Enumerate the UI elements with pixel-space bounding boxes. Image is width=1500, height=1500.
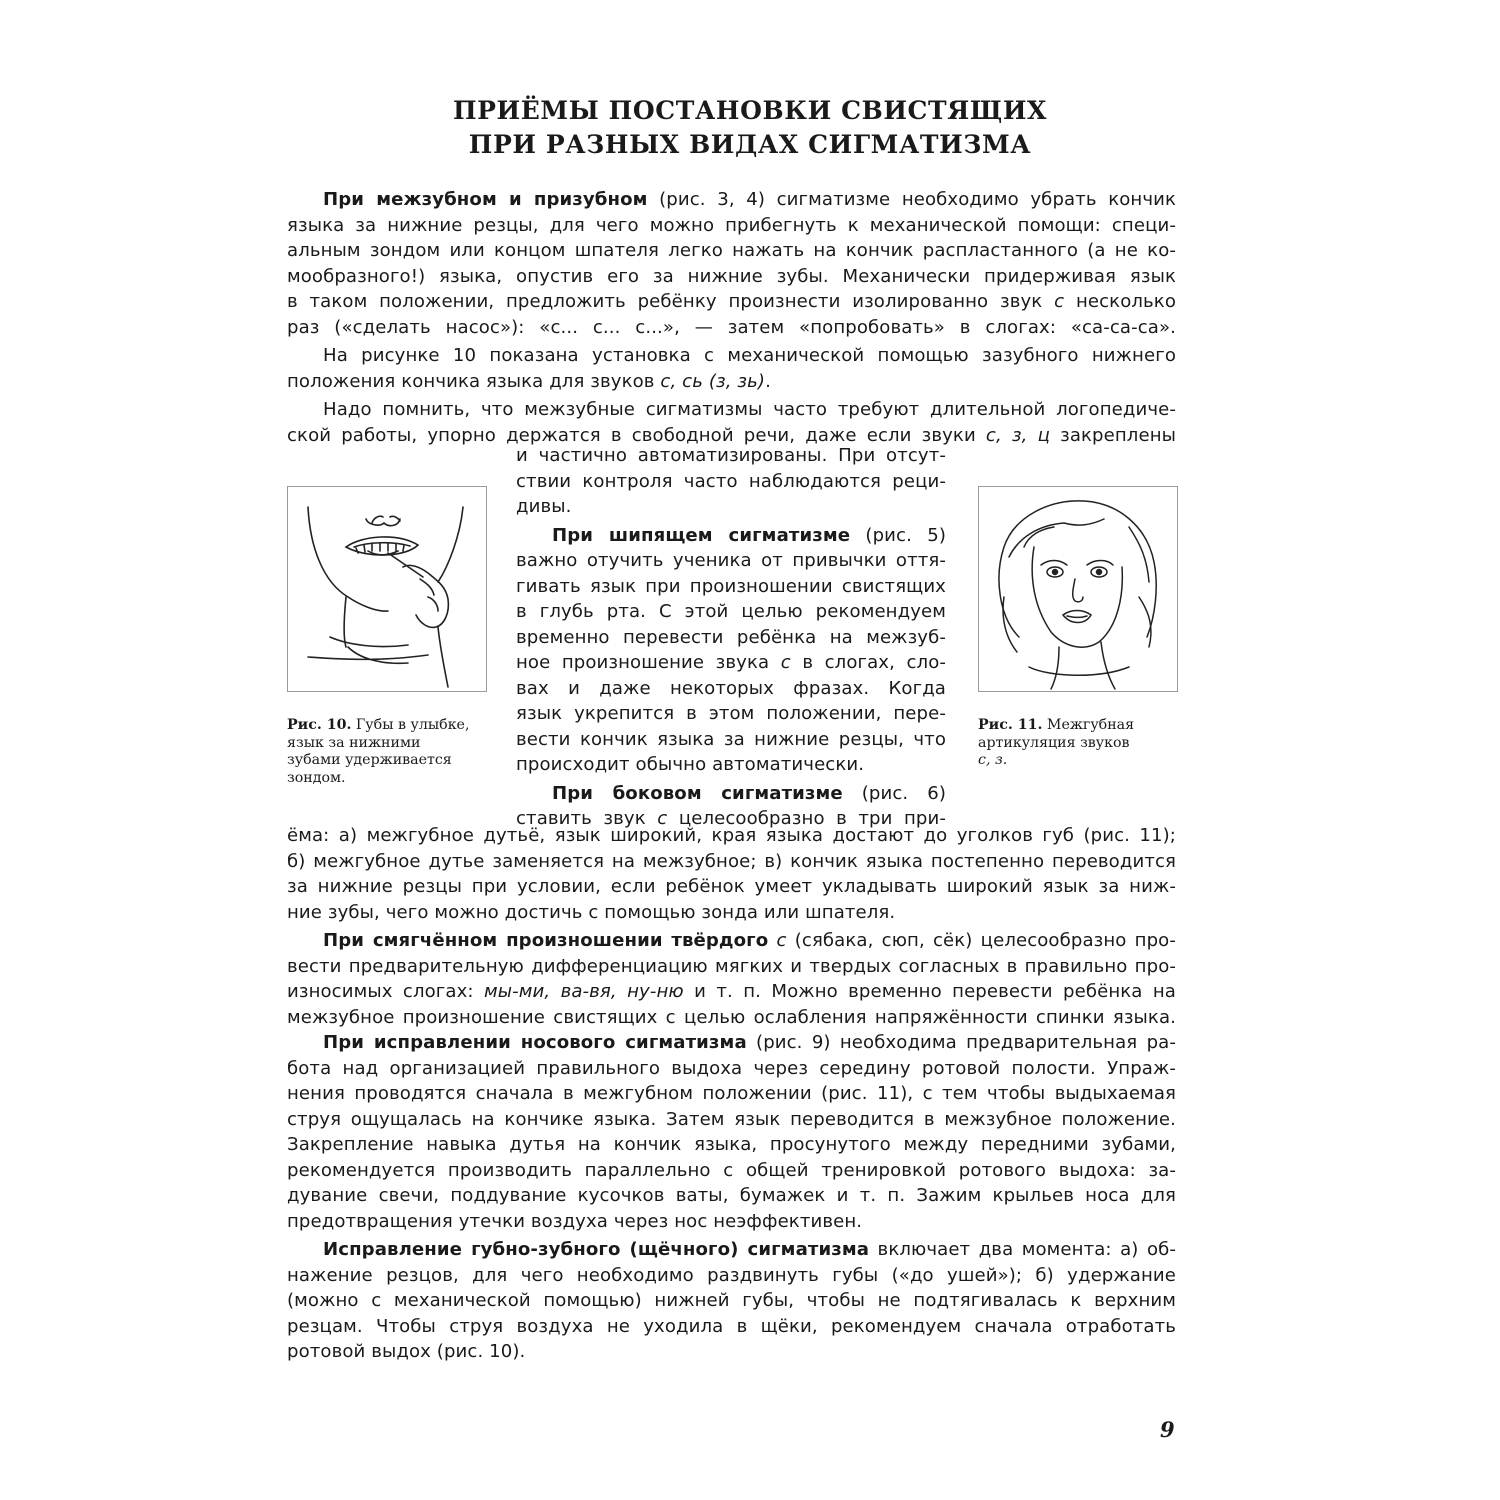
p1-line-2: языка за нижние резцы, для чего можно прибегнуть к механической помощи: специ- [287,214,1176,236]
p4-line-1: При шипящем сигматизме (рис. 5) [552,524,947,546]
top-text-block [287,187,1176,448]
fig10-caption-line-2: язык за нижними [287,734,421,751]
girl-face-lip-articulation-illustration [979,487,1177,691]
p5cont-line-3: за нижние резцы при условии, если ребёнок умеет укладывать широкий язык за ниж- [287,876,1176,897]
figure-10-caption [287,717,497,787]
p6-line-2: вести предварительную дифференциацию мягких и твердых согласных в правильно про- [287,955,1176,977]
mid-line-1: и частично автоматизированы. При отсут- [516,445,946,466]
page-title [0,94,1500,162]
p5cont-line-2: б) межгубное дутье заменяется на межзубное; в) кончик языка постепенно переводится [287,850,1176,872]
p4-line-8: язык укрепится в этом положении, пере- [516,703,946,724]
title-line-1: ПРИЁМЫ ПОСТАНОВКИ СВИСТЯЩИХ [452,96,1048,125]
p4-line-3: гивать язык при произношении свистящих [516,575,946,597]
p4-line-2: важно отучить ученика от привычки оття- [516,550,946,571]
p4-line-10: происходит обычно автоматически. [516,754,865,775]
p1-line-3: альным зондом или концом шпателя легко нажать на кончик распластанного (а не ко- [287,240,1176,261]
p1-line-4: мообразного!) языка, опустив его за нижние зубы. Механически придерживая язык [287,265,1176,287]
p8-line-3: (можно с механической помощью) нижней губы, чтобы не подтягивалась к верхним [287,1290,1176,1311]
p8-line-4: резцам. Чтобы струя воздуха не уходила в щёки, рекомендуем сначала отработать [287,1315,1176,1337]
p2-line-1: На рисунке 10 показана установка с механической помощью зазубного нижнего [323,345,1176,366]
bottom-text-block [287,823,1176,1365]
p8-line-2: нажение резцов, для чего необходимо раздвинуть губы («до ушей»); б) удержание [287,1264,1176,1286]
middle-text-column [516,443,946,832]
p7-line-6: рекомендуется производить параллельно с общей тренировкой ротового выдоха: за- [287,1159,1176,1181]
p4-line-6: ное произношение звука с в слогах, сло- [516,652,946,673]
p5cont-line-4: ние зубы, чего можно достичь с помощью зонда или шпателя. [287,901,896,923]
p7-line-8: предотвращения утечки воздуха через нос неэффективен. [287,1210,863,1232]
mid-line-2: ствии контроля часто наблюдаются реци- [516,470,946,492]
p2-line-2: положения кончика языка для звуков с, сь (з, зь). [287,370,771,392]
p6-line-3: износимых слогах: мы-ми, ва-вя, ну-ню и т. п. Можно временно перевести ребёнка на [287,981,1176,1002]
fig11-caption-line-3: с, з. [978,752,1008,768]
p1-line-6: раз («сделать насос»): «с... с... с...», — затем «попробовать» в слогах: «са-са-са». [287,316,1176,338]
fig10-caption-line-3: зубами удерживается [287,752,452,768]
p8-line-5: ротовой выдох (рис. 10). [287,1341,526,1362]
p4-line-5: временно перевести ребёнка на межзуб- [516,626,946,648]
p1-line-5: в таком положении, предложить ребёнку произнести изолированно звук с несколько [287,291,1177,312]
p1-line-1: При межзубном и призубном (рис. 3, 4) сигматизме необходимо убрать кончик [323,189,1177,210]
figure-11-caption [978,717,1188,770]
p4-line-9: вести кончик языка за нижние резцы, что [516,728,946,750]
p5-line-1: При боковом сигматизме (рис. 6) [552,782,946,804]
p7-line-4: струя ощущалась на кончике языка. Затем язык переводится в межзубное положение. [287,1108,1176,1130]
p5cont-line-1: ёма: а) межгубное дутьё, язык широкий, края языка достают до уголков губ (рис. 11); [287,825,1176,846]
p7-line-3: нения проводятся сначала в межгубном положении (рис. 11), с тем чтобы выдыхаемая [287,1083,1176,1104]
figure-11-image [978,486,1178,692]
fig10-caption-line-1: Рис. 10. Губы в улыбке, [287,717,470,733]
page-number: 9 [1160,1417,1175,1442]
fig11-caption-line-1: Рис. 11. Межгубная [978,717,1135,733]
p6-line-4: межзубное произношение свистящих с целью ослабления напряжённости спинки языка. [287,1006,1176,1028]
fig10-caption-line-4: зондом. [287,769,346,786]
p3-line-1: Надо помнить, что межзубные сигматизмы часто требуют длительной логопедиче- [323,399,1176,420]
p7-line-1: При исправлении носового сигматизма (рис. 9) необходима предварительная ра- [323,1032,1176,1053]
p7-line-5: Закрепление навыка дутья на кончик языка, просунутого между передними зубами, [287,1134,1176,1155]
p3-line-2: ской работы, упорно держатся в свободной речи, даже если звуки с, з, ц закреплены [287,424,1177,446]
p8-line-1: Исправление губно-зубного (щёчного) сигматизма включает два момента: а) об- [323,1239,1177,1260]
p4-line-4: в глубь рта. С этой целью рекомендуем [516,601,946,622]
lips-smile-tongue-probe-illustration [288,487,486,691]
p7-line-2: бота над организацией правильного выдоха через середину ротовой полости. Упраж- [287,1057,1176,1079]
p4-line-7: вах и даже некоторых фразах. Когда [516,677,946,699]
title-line-2: ПРИ РАЗНЫХ ВИДАХ СИГМАТИЗМА [468,130,1032,159]
p6-line-1: При смягчённом произношении твёрдого с (сябака, сюп, сёк) целесообразно про- [323,930,1176,951]
p5-line-2: ставить звук с целесообразно в три при- [516,808,946,829]
fig11-caption-line-2: артикуляция звуков [978,734,1130,751]
p7-line-7: дувание свечи, поддувание кусочков ваты, бумажек и т. п. Зажим крыльев носа для [287,1185,1176,1206]
figure-10-image [287,486,487,692]
mid-line-3: дивы. [516,496,572,517]
